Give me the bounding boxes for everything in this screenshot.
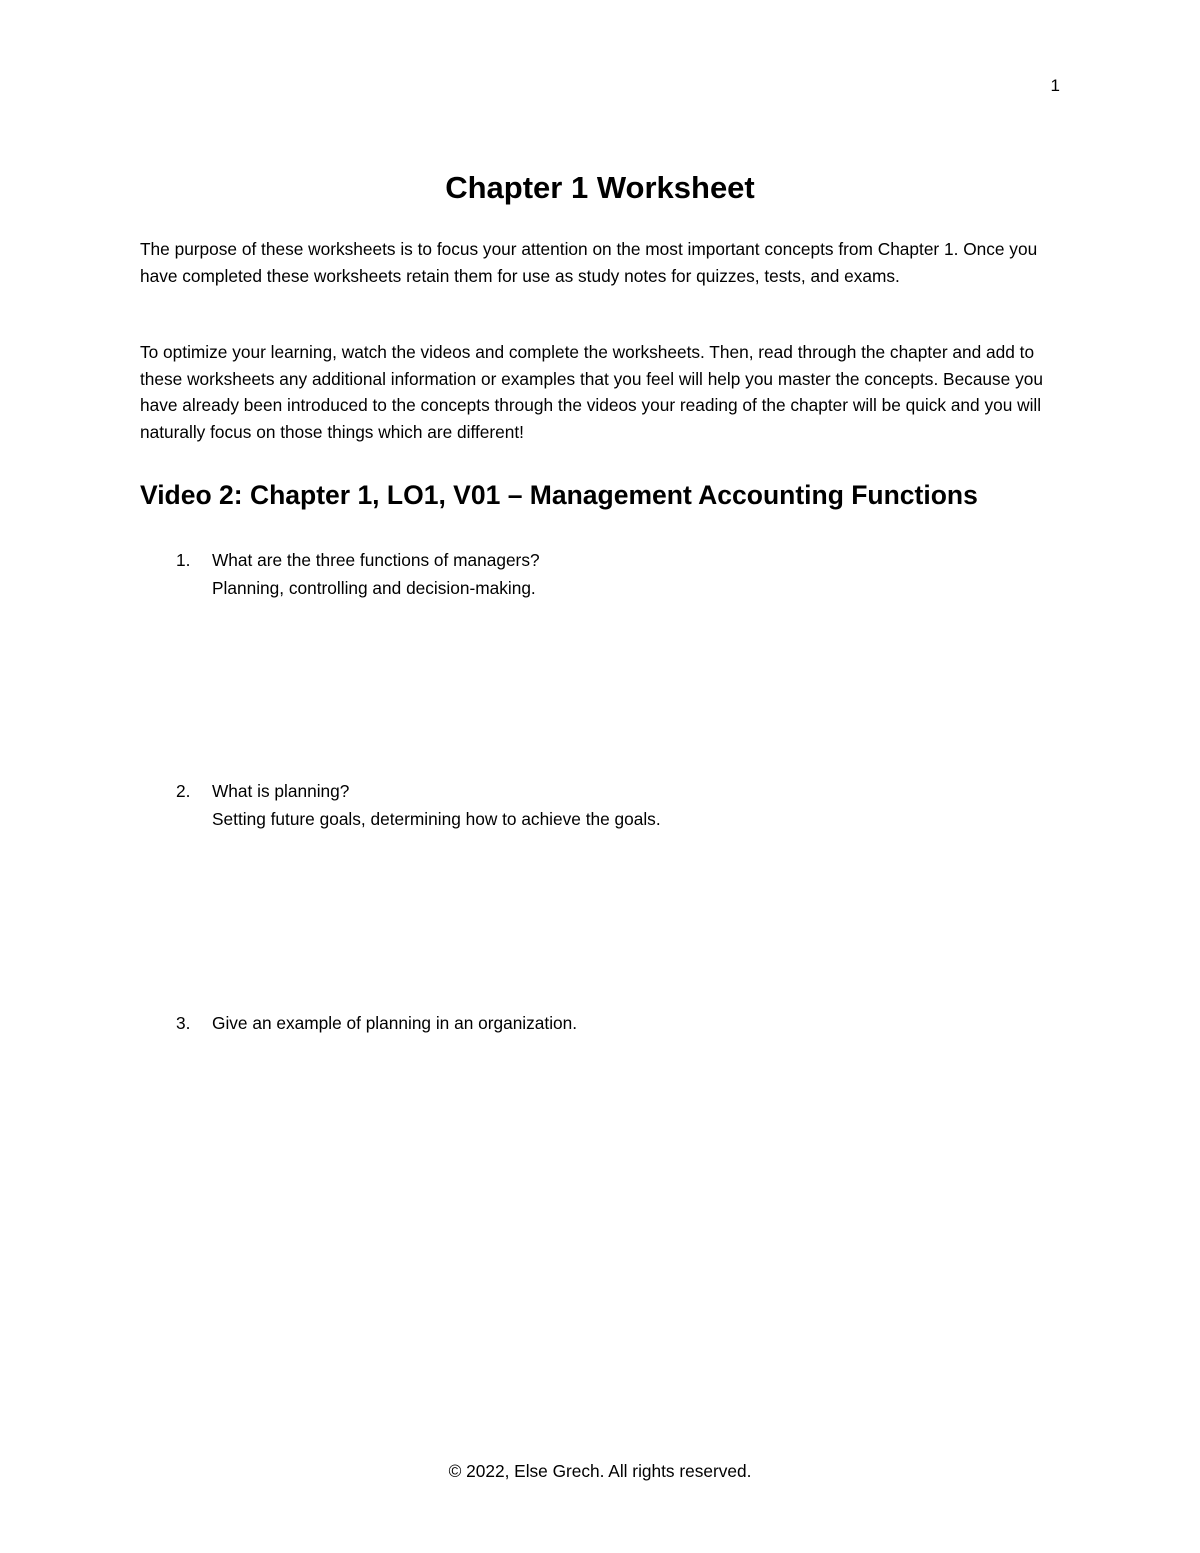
question-item: [140, 546, 1070, 602]
page-number: 1: [1050, 76, 1060, 95]
question-text: What is planning?: [212, 781, 350, 801]
section-heading: Video 2: Chapter 1, LO1, V01 – Management Accounting Functions: [140, 480, 978, 510]
question-text: What are the three functions of managers?: [212, 550, 540, 570]
question-number: 2.: [176, 781, 191, 801]
answer-text: Setting future goals, determining how to achieve the goals.: [212, 809, 661, 829]
question-number: 3.: [176, 1013, 191, 1033]
copyright-footer: © 2022, Else Grech. All rights reserved.: [448, 1461, 752, 1481]
question-item: [140, 777, 1070, 833]
intro-paragraph: To optimize your learning, watch the videos and complete the worksheets. Then, read through the chapter and add to these worksheets any additional information or examples that you feel will help you master the concepts. Because you have already been introduced to the concepts through the videos your reading of the chapter will be quick and you will naturally focus on those things which are different!: [140, 342, 1043, 442]
page-title: Chapter 1 Worksheet: [445, 170, 755, 205]
question-text: Give an example of planning in an organization.: [212, 1013, 578, 1033]
question-number: 1.: [176, 550, 191, 570]
question-item: [140, 1009, 1070, 1037]
answer-text: Planning, controlling and decision-making.: [212, 578, 536, 598]
intro-paragraph: The purpose of these worksheets is to focus your attention on the most important concepts from Chapter 1. Once you have completed these worksheets retain them for use as study notes for quizzes, tests, and exams.: [140, 239, 1038, 286]
